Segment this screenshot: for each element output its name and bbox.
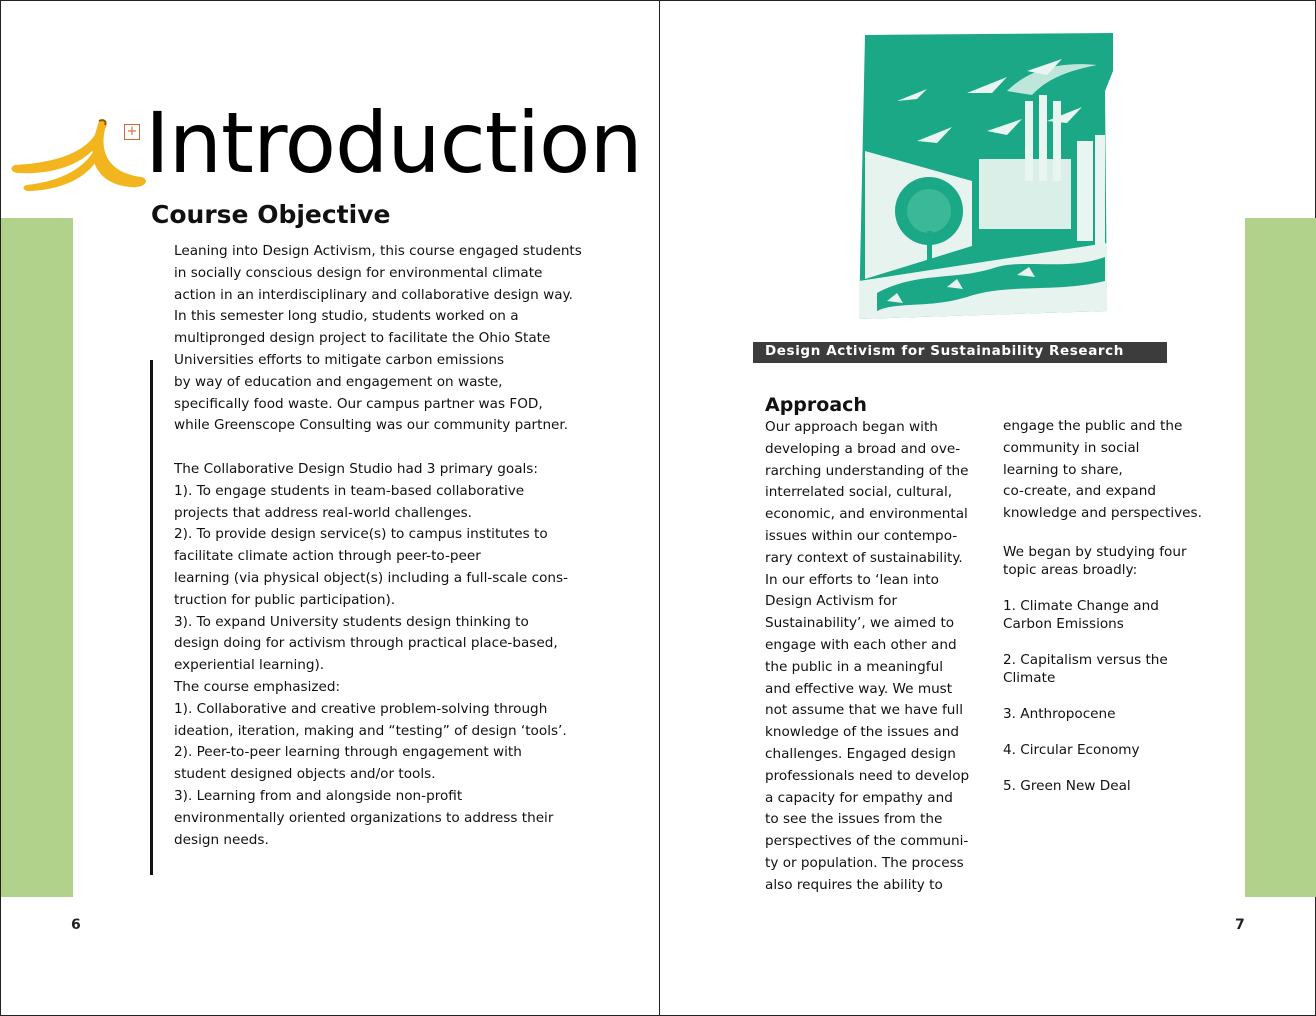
approach-text-line: and effective way. We must (765, 680, 953, 697)
approach-text-line: issues within our contempo- (765, 527, 958, 544)
spacer (1003, 759, 1233, 777)
body-text-line: facilitate climate action through peer-to-peer (174, 548, 481, 565)
body-text-line: 1). Collaborative and creative problem-solving through (174, 700, 548, 717)
body-text-line: design needs. (174, 831, 269, 848)
page-number-right: 7 (1235, 917, 1245, 933)
body-text-line: 1). To engage students in team-based collaborative (174, 482, 525, 499)
body-text-line: by way of education and engagement on waste, (174, 373, 503, 390)
approach-text-line: perspectives of the communi- (765, 833, 969, 850)
approach-text-line: not assume that we have full (765, 702, 963, 719)
body-text-line: action in an interdisciplinary and collaborative design way. (174, 286, 573, 303)
approach-text-line: rary context of sustainability. (765, 549, 963, 566)
approach-text-line: knowledge and perspectives. (1003, 505, 1202, 522)
approach-text-line: economic, and environmental (765, 506, 968, 523)
body-text-line: ideation, iteration, making and “testing” of design ‘tools’. (174, 722, 567, 739)
approach-text-line: engage the public and the (1003, 418, 1183, 434)
body-text-line: environmentally oriented organizations to address their (174, 809, 554, 826)
left-green-band (1, 218, 73, 897)
approach-text-line: a capacity for empathy and (765, 789, 953, 806)
body-text-line: while Greenscope Consulting was our community partner. (174, 417, 569, 434)
spacer (1003, 633, 1233, 651)
page-title: Introduction (145, 94, 642, 192)
approach-heading: Approach (765, 394, 867, 416)
course-objective-body (174, 241, 594, 851)
spacer (1003, 723, 1233, 741)
body-text-line: specifically food waste. Our campus partner was FOD, (174, 395, 543, 412)
approach-text-line: Sustainability’, we aimed to (765, 615, 955, 632)
body-text-line: truction for public participation). (174, 591, 396, 608)
approach-text-line: In our efforts to ‘lean into (765, 571, 939, 588)
body-text-line: Universities efforts to mitigate carbon emissions (174, 351, 505, 368)
body-text-line: design doing for activism through practical place-based, (174, 635, 558, 652)
approach-text-line: professionals need to develop (765, 767, 970, 784)
topic-item: Climate (1003, 670, 1056, 686)
body-text-line: The course emphasized: (174, 678, 341, 695)
approach-text-line: to see the issues from the (765, 811, 943, 828)
topics-intro-line: topic areas broadly: (1003, 562, 1138, 578)
topics-intro-line: We began by studying four (1003, 544, 1187, 560)
approach-text-line: community in social (1003, 439, 1140, 456)
body-text-line: 2). Peer-to-peer learning through engagement with (174, 744, 522, 761)
body-text-line: Leaning into Design Activism, this course engaged students (174, 243, 582, 259)
photo-caption: Design Activism for Sustainability Research (753, 342, 1167, 363)
body-text-line: multipronged design project to facilitate the Ohio State (174, 330, 551, 347)
approach-text-line: interrelated social, cultural, (765, 484, 953, 501)
approach-text-line: Our approach began with (765, 419, 938, 435)
approach-text-line: rarching understanding of the (765, 462, 969, 479)
body-text-line: In this semester long studio, students worked on a (174, 308, 519, 325)
course-objective-heading: Course Objective (151, 200, 391, 229)
topic-item: Carbon Emissions (1003, 616, 1124, 632)
approach-text-line: challenges. Engaged design (765, 745, 956, 762)
spacer (1003, 687, 1233, 705)
body-text-line: 3). To expand University students design thinking to (174, 613, 529, 630)
approach-text-line: the public in a meaningful (765, 658, 943, 675)
approach-text-line: ty or population. The process (765, 854, 964, 871)
approach-text-line: knowledge of the issues and (765, 724, 959, 741)
topic-item: 1. Climate Change and (1003, 598, 1159, 614)
body-text-line: experiential learning). (174, 657, 325, 674)
body-text-line: projects that address real-world challenges. (174, 504, 473, 521)
body-text-line: The Collaborative Design Studio had 3 primary goals: (174, 460, 538, 477)
body-text-line: student designed objects and/or tools. (174, 766, 436, 783)
page-number-left: 6 (71, 917, 81, 933)
plus-box-icon: + (124, 124, 140, 140)
approach-text-line: also requires the ability to (765, 876, 943, 893)
approach-text-line: Design Activism for (765, 593, 898, 610)
topic-list (1003, 543, 1233, 795)
body-text-line: in socially conscious design for environmental climate (174, 264, 543, 281)
factory-illustration (857, 31, 1119, 321)
approach-text-line: engage with each other and (765, 636, 957, 653)
spacer (1003, 579, 1233, 597)
approach-text-line: co-create, and expand (1003, 483, 1157, 500)
approach-column-1 (765, 417, 985, 897)
vertical-rule (150, 360, 153, 875)
body-text-line: learning (via physical object(s) including a full-scale cons- (174, 569, 568, 586)
topic-item: 5. Green New Deal (1003, 778, 1131, 794)
right-green-band (1245, 218, 1316, 897)
approach-text-line: developing a broad and ove- (765, 440, 961, 457)
body-text-line: 3). Learning from and alongside non-profit (174, 787, 463, 804)
body-text-line: 2). To provide design service(s) to campus institutes to (174, 526, 548, 543)
page-spine (659, 1, 660, 1016)
approach-text-line: learning to share, (1003, 461, 1123, 478)
topic-item: 4. Circular Economy (1003, 742, 1140, 758)
topic-item: 2. Capitalism versus the (1003, 652, 1168, 668)
body-text-line (174, 437, 594, 459)
approach-column-2 (1003, 416, 1233, 525)
topic-item: 3. Anthropocene (1003, 706, 1116, 722)
